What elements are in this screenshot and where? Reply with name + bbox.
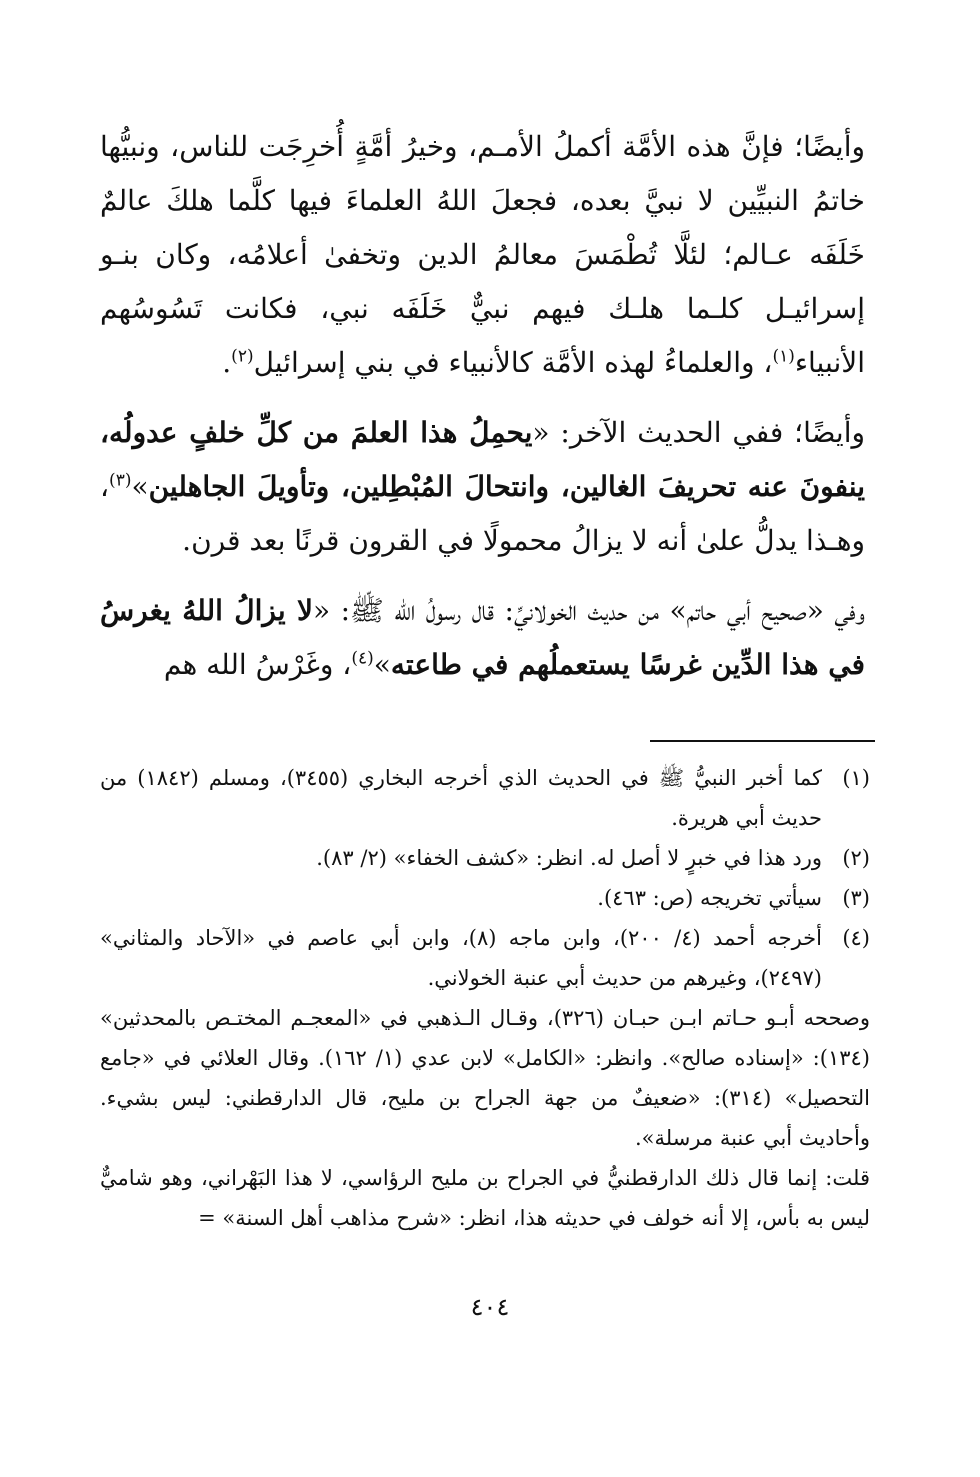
footnote: [100, 838, 870, 878]
text-run: ، وغَرْسُ الله هم: [163, 648, 352, 681]
footnote-number: (٢): [842, 846, 870, 870]
paragraph: [100, 406, 865, 568]
footnotes: [100, 758, 870, 1238]
text-run: »: [373, 648, 391, 681]
paragraph: [100, 120, 865, 390]
hadith-quote: يحمِلُ هذا العلمَ من كلِّ خلفٍ عدولُه، ينفونَ عنه تحريفَ الغالين، وانتحالَ المُبْطِلين، وتأويلَ الجاهلين: [100, 416, 865, 503]
page-number: ٤٠٤: [470, 1293, 510, 1321]
text-run: ، والعلماءُ لهذه الأمَّة كالأنبياء في بني إسرائيل: [253, 346, 773, 379]
footnote-number: (٤): [842, 926, 870, 950]
footnote: [100, 878, 870, 918]
footnote-marker[interactable]: (١): [772, 346, 795, 367]
text-run: .: [222, 346, 232, 379]
footnote-text: كما أخبر النبيُّ ﷺ في الحديث الذي أخرجه البخاري (٣٤٥٥)، ومسلم (١٨٤٢) من حديث أبي هريرة.: [100, 766, 822, 830]
main-text: [100, 120, 865, 708]
footnote-marker[interactable]: (٣): [109, 470, 132, 491]
footnote-text: ورد هذا في خبرٍ لا أصل له. انظر: «كشف الخفاء» (٢/ ٨٣).: [316, 846, 822, 870]
footnote-separator: [650, 740, 875, 742]
footnote: [100, 758, 870, 838]
paragraph: [100, 584, 865, 692]
text-run: وفي «صحيح أبي حاتم» من حديث الخولانيِّ: قال رسولُ الله ﷺ: «: [312, 594, 866, 627]
footnote-number: (١): [842, 766, 870, 790]
footnote-marker[interactable]: (٢): [231, 346, 254, 367]
hadith-quote: لا يزالُ اللهُ يغرسُ في هذا الدِّين غرسًا يستعملُهم في طاعته: [100, 594, 865, 681]
footnote: [100, 918, 870, 998]
footnote-number: (٣): [842, 886, 870, 910]
text-run: وأيضًا؛ ففي الحديث الآخر: «: [532, 416, 865, 449]
text-run: ، وهـذا يدلُّ علىٰ أنه لا يزالُ محمولًا في القرون قرنًا بعد قرن.: [100, 470, 865, 557]
footnote-continuation: قلت: إنما قال ذلك الدارقطنيُّ في الجراح بن مليح الرؤاسي، لا هذا البَهْراني، وهو شاميٌّ ليس به بأس، إلا أنه خولف في حديثه هذا، انظر: «شرح مذاهب أهل السنة» =: [100, 1166, 870, 1230]
text-run: وأيضًا؛ فإنَّ هذه الأمَّة أكملُ الأمـم، وخيرُ أمَّةٍ أُخرِجَت للناس، ونبيُّها خاتمُ النبيِّين لا نبيَّ بعده، فجعلَ اللهُ العلماءَ فيها كلَّما هلكَ عالمٌ خَلَفَه عـالم؛ لئلَّا تُطْمَسَ معالمُ الدين وتخفىٰ أعلامُه، وكان بنـو إسرائيـل كلـما هلـك فيهم نبيٌّ خَلَفَه نبي، فكانت تَسُوسُهم الأنبياء: [100, 130, 865, 379]
footnote-text: أخرجه أحمد (٤/ ٢٠٠)، وابن ماجه (٨)، وابن أبي عاصم في «الآحاد والمثاني» (٢٤٩٧)، وغيرهم من حديث أبي عنبة الخولاني.: [100, 926, 822, 990]
footnote-continuation: وصححه أبـو حـاتم ابـن حبـان (٣٢٦)، وقـال الـذهبي في «المعجـم المختـص بالمحدثين» (١٣٤): «إسناده صالح». وانظر: «الكامل» لابن عدي (١/ ١٦٢). وقال العلائي في «جامع التحصيل» (٣١٤): «ضعيفٌ من جهة الجراح بن مليح، قال الدارقطني: ليس بشيء. وأحاديث أبي عنبة مرسلة».: [100, 1006, 870, 1150]
text-run: »: [131, 470, 149, 503]
footnote-text: سيأتي تخريجه (ص: ٤٦٣).: [597, 886, 822, 910]
footnote-marker[interactable]: (٤): [351, 648, 374, 669]
